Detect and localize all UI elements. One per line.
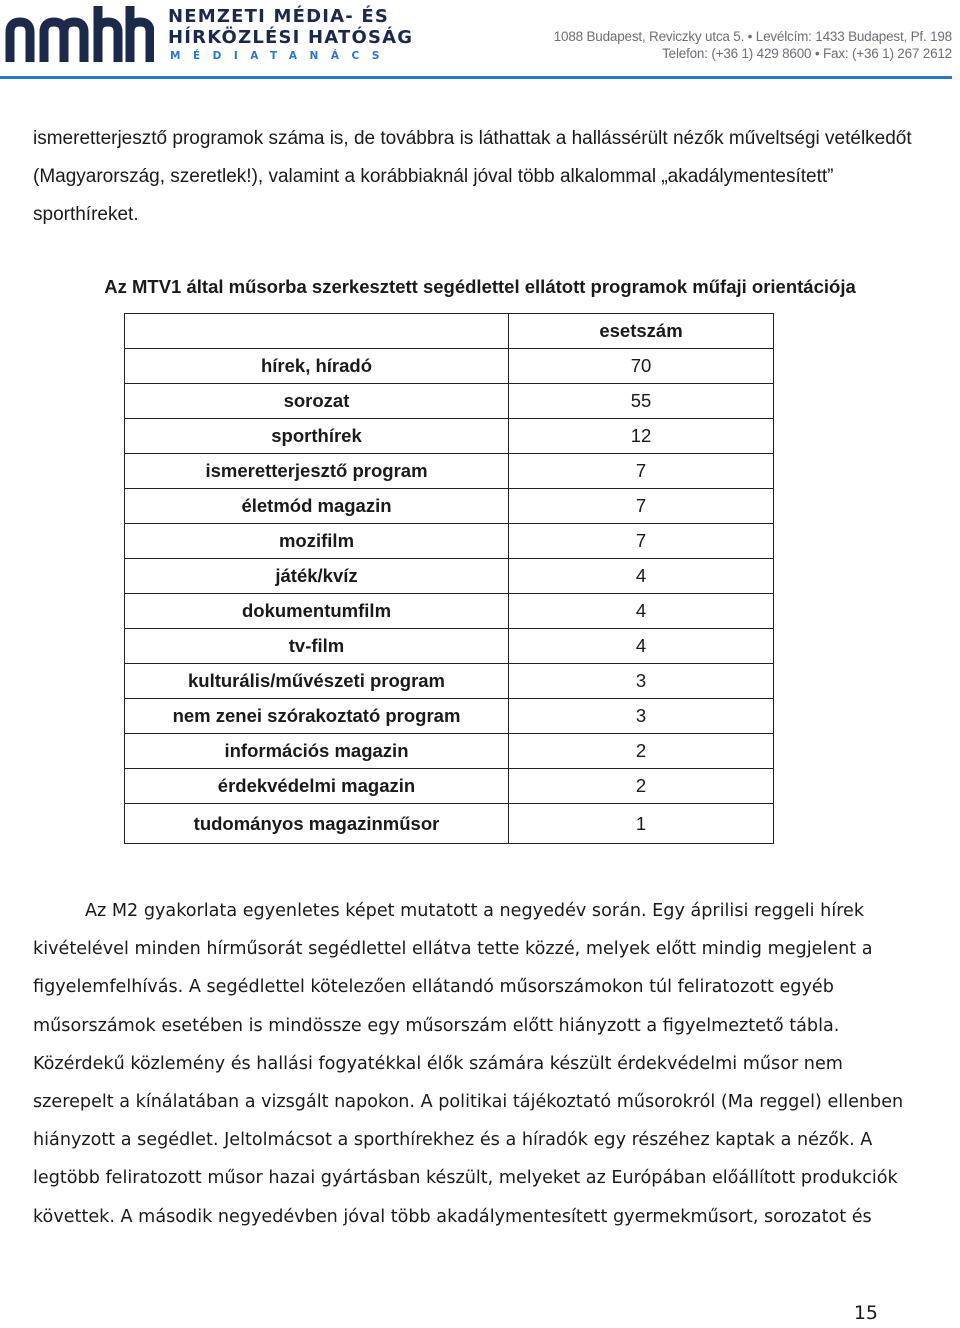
table-row bbox=[125, 664, 774, 699]
table-row bbox=[125, 804, 774, 844]
count-cell: 2 bbox=[509, 769, 774, 804]
count-cell: 70 bbox=[509, 349, 774, 384]
letterhead bbox=[0, 0, 960, 82]
table-row bbox=[125, 559, 774, 594]
count-cell: 7 bbox=[509, 524, 774, 559]
table-body bbox=[125, 349, 774, 844]
category-cell: ismeretterjesztő program bbox=[125, 454, 509, 489]
table-header-row bbox=[125, 314, 774, 349]
address-line: 1088 Budapest, Reviczky utca 5. • Levélcím: 1433 Budapest, Pf. 198 bbox=[553, 29, 952, 44]
org-name-line2: HÍRKÖZLÉSI HATÓSÁG bbox=[168, 27, 414, 48]
table-caption: Az MTV1 által műsorba szerkesztett segédlettel ellátott programok műfaji orientációja bbox=[104, 276, 856, 297]
category-cell: sporthírek bbox=[125, 419, 509, 454]
count-cell: 4 bbox=[509, 559, 774, 594]
header-divider bbox=[0, 76, 952, 79]
org-subtitle: MÉDIATANÁCS bbox=[170, 50, 392, 62]
contact-info bbox=[554, 28, 952, 62]
category-cell: információs magazin bbox=[125, 734, 509, 769]
count-cell: 4 bbox=[509, 629, 774, 664]
table-row bbox=[125, 384, 774, 419]
table-row bbox=[125, 699, 774, 734]
count-cell: 4 bbox=[509, 594, 774, 629]
body-text: Az M2 gyakorlata egyenletes képet mutatott a negyedév során. Egy áprilisi reggeli hírek kivételével minden hírműsorát segédlettel ellátva tette közzé, melyek előtt mindig megjelent a figyelemfelhívás. A segédlettel kötelezően ellátandó műsorszámokon túl feliratozott egyéb műsorszámok esetében is mindössze egy műsorszám előtt hiányzott a figyelmeztető tábla. Közérdekű közlemény és hallási fogyatékkal élők számára készült érdekvédelmi műsor nem szerepelt a kínálatában a vizsgált napokon. A politikai tájékoztató műsorokról (Ma reggel) ellenben hiányzott a segédlet. Jeltolmácsot a sporthírekhez és a híradók egy részéhez kaptak a nézők. A legtöbb feliratozott műsor hazai gyártásban készült, melyeket az Európában előállított produkciók követtek. A második negyedévben jóval több akadálymentesített gyermekműsort, sorozatot és bbox=[33, 901, 904, 1227]
count-cell: 12 bbox=[509, 419, 774, 454]
category-cell: mozifilm bbox=[125, 524, 509, 559]
category-cell: dokumentumfilm bbox=[125, 594, 509, 629]
intro-text: ismeretterjesztő programok száma is, de továbbra is láthattak a hallássérült nézők műveltségi vetélkedőt (Magyarország, szeretlek!), valamint a korábbiaknál jóval több alkalommal „akadálymentesített” sporthíreket. bbox=[33, 128, 912, 225]
category-cell: nem zenei szórakoztató program bbox=[125, 699, 509, 734]
table-row bbox=[125, 629, 774, 664]
category-cell: sorozat bbox=[125, 384, 509, 419]
phone-line: Telefon: (+36 1) 429 8600 • Fax: (+36 1) 267 2612 bbox=[662, 46, 952, 61]
category-cell: kulturális/művészeti program bbox=[125, 664, 509, 699]
body-paragraph bbox=[33, 892, 923, 1236]
count-cell: 2 bbox=[509, 734, 774, 769]
count-cell: 3 bbox=[509, 664, 774, 699]
count-cell: 3 bbox=[509, 699, 774, 734]
org-name bbox=[168, 6, 413, 48]
category-cell: tudományos magazinműsor bbox=[125, 804, 509, 844]
count-cell: 7 bbox=[509, 489, 774, 524]
table-row bbox=[125, 769, 774, 804]
table-row bbox=[125, 734, 774, 769]
count-cell: 7 bbox=[509, 454, 774, 489]
intro-paragraph bbox=[33, 120, 913, 234]
nmhh-logo bbox=[4, 2, 154, 64]
table-row bbox=[125, 489, 774, 524]
org-name-line1: NEMZETI MÉDIA- ÉS bbox=[168, 6, 390, 27]
category-cell: játék/kvíz bbox=[125, 559, 509, 594]
page-number: 15 bbox=[853, 1302, 878, 1324]
genre-table bbox=[124, 313, 774, 844]
count-cell: 55 bbox=[509, 384, 774, 419]
logo-text: nmhh bbox=[4, 2, 7, 3]
table-row bbox=[125, 594, 774, 629]
table-row bbox=[125, 419, 774, 454]
category-cell: életmód magazin bbox=[125, 489, 509, 524]
count-cell: 1 bbox=[509, 804, 774, 844]
category-cell: tv-film bbox=[125, 629, 509, 664]
category-cell: hírek, híradó bbox=[125, 349, 509, 384]
table-row bbox=[125, 454, 774, 489]
header-cell-category bbox=[125, 314, 509, 349]
table-row bbox=[125, 349, 774, 384]
category-cell: érdekvédelmi magazin bbox=[125, 769, 509, 804]
header-cell-count: esetszám bbox=[509, 314, 774, 349]
table-row bbox=[125, 524, 774, 559]
